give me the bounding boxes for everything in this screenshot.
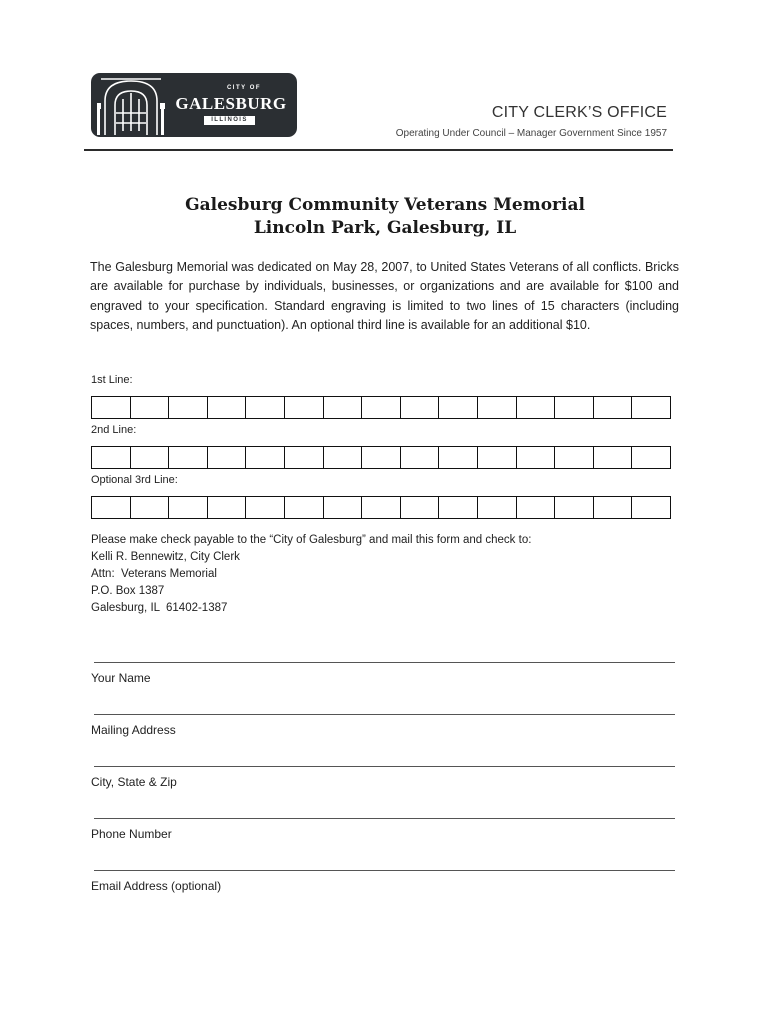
char-box[interactable] bbox=[131, 497, 170, 518]
char-box[interactable] bbox=[439, 397, 478, 418]
logo-state: ILLINOIS bbox=[204, 116, 255, 125]
city-logo bbox=[91, 73, 297, 137]
payment-instruction: Please make check payable to the “City of Galesburg” and mail this form and check to: bbox=[91, 534, 532, 546]
office-subtitle: Operating Under Council – Manager Government Since 1957 bbox=[395, 128, 667, 139]
mailing-instructions bbox=[91, 532, 531, 617]
char-box[interactable] bbox=[439, 497, 478, 518]
char-box[interactable] bbox=[594, 447, 633, 468]
char-box[interactable] bbox=[632, 447, 670, 468]
char-box[interactable] bbox=[632, 397, 670, 418]
char-box[interactable] bbox=[92, 397, 131, 418]
char-box[interactable] bbox=[439, 447, 478, 468]
char-box[interactable] bbox=[594, 397, 633, 418]
char-box[interactable] bbox=[169, 447, 208, 468]
char-box[interactable] bbox=[131, 447, 170, 468]
phone-field-line[interactable] bbox=[94, 818, 675, 819]
logo-city-of: CITY OF bbox=[226, 85, 262, 91]
char-box[interactable] bbox=[517, 447, 556, 468]
char-box[interactable] bbox=[362, 447, 401, 468]
char-box[interactable] bbox=[324, 497, 363, 518]
char-box[interactable] bbox=[208, 397, 247, 418]
char-box[interactable] bbox=[478, 397, 517, 418]
recipient-city-state-zip: Galesburg, IL 61402-1387 bbox=[91, 602, 228, 614]
char-box[interactable] bbox=[208, 497, 247, 518]
recipient-name: Kelli R. Bennewitz, City Clerk bbox=[91, 551, 240, 563]
char-box[interactable] bbox=[555, 497, 594, 518]
char-box[interactable] bbox=[478, 497, 517, 518]
char-box[interactable] bbox=[285, 447, 324, 468]
recipient-attn: Attn: Veterans Memorial bbox=[91, 568, 217, 580]
name-field-label: Your Name bbox=[91, 671, 151, 685]
char-box[interactable] bbox=[555, 447, 594, 468]
city-field-label: City, State & Zip bbox=[91, 775, 177, 789]
char-box[interactable] bbox=[285, 497, 324, 518]
char-box[interactable] bbox=[362, 397, 401, 418]
char-box[interactable] bbox=[555, 397, 594, 418]
char-box[interactable] bbox=[285, 397, 324, 418]
char-box[interactable] bbox=[246, 397, 285, 418]
char-box[interactable] bbox=[401, 397, 440, 418]
address-field-label: Mailing Address bbox=[91, 723, 176, 737]
char-box[interactable] bbox=[131, 397, 170, 418]
char-box[interactable] bbox=[478, 447, 517, 468]
char-box[interactable] bbox=[246, 497, 285, 518]
line3-label: Optional 3rd Line: bbox=[91, 474, 178, 486]
name-field-line[interactable] bbox=[94, 662, 675, 663]
char-box[interactable] bbox=[632, 497, 670, 518]
line2-label: 2nd Line: bbox=[91, 424, 137, 436]
char-box[interactable] bbox=[324, 397, 363, 418]
address-field-line[interactable] bbox=[94, 714, 675, 715]
phone-field-label: Phone Number bbox=[91, 827, 172, 841]
char-box[interactable] bbox=[401, 447, 440, 468]
char-box[interactable] bbox=[517, 397, 556, 418]
char-box[interactable] bbox=[517, 497, 556, 518]
line2-character-boxes[interactable] bbox=[91, 446, 671, 469]
city-field-line[interactable] bbox=[94, 766, 675, 767]
document-subtitle: Lincoln Park, Galesburg, IL bbox=[253, 218, 517, 238]
char-box[interactable] bbox=[208, 447, 247, 468]
char-box[interactable] bbox=[324, 447, 363, 468]
header-divider bbox=[84, 149, 673, 151]
char-box[interactable] bbox=[246, 447, 285, 468]
email-field-label: Email Address (optional) bbox=[91, 879, 222, 893]
line3-character-boxes[interactable] bbox=[91, 496, 671, 519]
char-box[interactable] bbox=[362, 497, 401, 518]
char-box[interactable] bbox=[92, 447, 131, 468]
char-box[interactable] bbox=[594, 497, 633, 518]
char-box[interactable] bbox=[169, 497, 208, 518]
office-title: CITY CLERK’S OFFICE bbox=[491, 104, 667, 121]
email-field-line[interactable] bbox=[94, 870, 675, 871]
logo-city-name: GALESBURG bbox=[175, 94, 287, 113]
char-box[interactable] bbox=[92, 497, 131, 518]
document-title: Galesburg Community Veterans Memorial bbox=[185, 195, 585, 215]
char-box[interactable] bbox=[401, 497, 440, 518]
line1-character-boxes[interactable] bbox=[91, 396, 671, 419]
char-box[interactable] bbox=[169, 397, 208, 418]
line1-label: 1st Line: bbox=[91, 374, 133, 386]
city-hall-icon bbox=[97, 73, 165, 137]
recipient-po-box: P.O. Box 1387 bbox=[91, 585, 165, 597]
intro-paragraph: The Galesburg Memorial was dedicated on May 28, 2007, to United States Veterans of all conflicts. Bricks are available for purchase by individuals, businesses, or organizations and are available for $100 and engraved to your specification. Standard engraving is limited to two lines of 15 characters (including spaces, numbers, and punctuation). An optional third line is available for an additional $10. bbox=[90, 260, 679, 332]
